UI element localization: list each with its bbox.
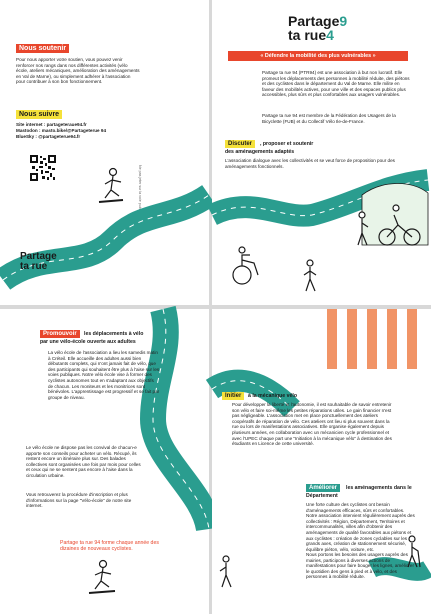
person-icon bbox=[220, 556, 231, 587]
discuss-text: L'association dialogue avec les collectivités et se veut force de proposition pour des aménagements fonctionnels. bbox=[225, 158, 395, 169]
support-text: Pour nous apporter votre soutien, vous pouvez venir renforcer nos rangs dans nos différentes activités (vélo école, ateliers mécaniques, amélioration des aménagements en Val de Marne), ou simplement adhérer à l'association pour contribuer à son bon fonctionnement. bbox=[16, 57, 140, 85]
needs-text: Nous portons les besoins des usagers auprès des mairies, participons à diverses actions de manifestations pour faire bouger les lignes, améliorer le quotidien des gens à pied et à vélo, et des personnes à mobilité réduite. bbox=[306, 552, 415, 580]
init-rest: à la mécanique vélo bbox=[248, 393, 298, 399]
wheelchair-icon bbox=[233, 247, 258, 284]
improve-line2: Département bbox=[306, 493, 338, 499]
skateboarder-icon bbox=[89, 561, 115, 594]
logo-front: Partage9 ta rue4 bbox=[288, 13, 348, 43]
promote-tag: Promouvoir bbox=[40, 330, 80, 338]
discuss-rest: , proposer et soutenir bbox=[260, 141, 314, 147]
logo-back: Partage9 ta rue4 bbox=[20, 251, 63, 272]
pedestrian-icon bbox=[304, 260, 316, 291]
road-illustration-back bbox=[3, 160, 209, 305]
intro-text: Partage ta rue 94 (PTR94) est une association à but non lucratif. Elle promeut les déplacements des personnes à mobilité réduite, des piétons et des cyclistes dans le département du Val de Marne. Elle milite en faveur des mobilités actives, pour une ville et des espaces publics plus accessibles, plus sûrs et plus confortables aux usagers vulnérables. bbox=[262, 70, 410, 98]
improve-text: Une forte culture des cyclistes ont besoin d'aménagements efficaces, sûrs et confortables. Notre association intervient régulièrement auprès des collectivités : Région, Département, Territoires et intercommunalités, villes afin d'obtenir des aménagements de qualité favorables aux piétons et aux cyclistes : création de zones cyclables sur les grands axes, création de stationnement sécurisé, équilibre piéton, vélo, voiture, etc. bbox=[306, 502, 415, 552]
road-illustration-front bbox=[212, 175, 428, 305]
sideways-notice: Ne pas jeter sur la voie publique bbox=[138, 165, 142, 217]
improve-rest: les aménagements dans le bbox=[346, 485, 412, 491]
init-tag: Initier bbox=[222, 392, 244, 400]
init-text: Pour développer la liberté et l'autonomie, il est souhaitable de savoir entretenir son vélo et faire soi-même les petites réparations utiles. Le gain financier n'est pas négligeable. L'association met en place ponctuellement des ateliers coopératifs de réparation de vélo. Ces ateliers ont lieu si plus souvent dans la rue ou lors de manifestations associatives. Elle organise également depuis plusieurs années, en collaboration avec un mécanicien cycle professionnel et avec l'UPEC chaque part une "Initiation à la mécanique vélo" à destination des étudiants en Licence de cette université. bbox=[232, 402, 392, 447]
loan-text: Le vélo école ne dispose pas les convival de chacun-e apporte son conseils pour acheter un vélo. Récupé, ils restent encore un itinéraire plus sur. Des balades collectives sont organisées une fois par mois pour celles et ceux qui ne se sentent pas encore à l'aise dans la circulation urbaine. bbox=[26, 445, 141, 478]
site-link[interactable]: Site internet : partageteraue94.fr bbox=[16, 122, 87, 127]
promote-line2: par une vélo-école ouverte aux adultes bbox=[40, 339, 136, 345]
discuss-tag: Discuter bbox=[225, 140, 255, 148]
promote-text: La vélo école de l'association a lieu les samedis matin à Créteil. Elle accueille des adultes aussi bien débutants complets, qui n'ont jamais fait de vélo, que des participants qui souhaitent être plus à l'aise sur les voies publiques. Notre vélo école vise à former des cyclistes autonomes tout en s'adaptant aux objectifs de chacun. Les moniteurs et les monitrices sont bénévoles. L'apprentissage est progressif et se fait par groupe de niveau. bbox=[48, 350, 160, 400]
mastodon-link[interactable]: Mastodon : masto.bike/@Partageterue 94 bbox=[16, 128, 106, 133]
follow-heading: Nous suivre bbox=[16, 110, 62, 119]
skater-icon bbox=[99, 169, 123, 203]
improve-tag: Améliorer bbox=[306, 484, 340, 492]
bluesky-link[interactable]: BlueSky : @partageterue94.fr bbox=[16, 134, 81, 139]
discuss-line2: des aménagements adaptés bbox=[225, 149, 295, 155]
promote-rest: les déplacements à vélo bbox=[84, 331, 144, 337]
tagline-banner: « Défendre la mobilité des plus vulnérables » bbox=[228, 51, 408, 61]
member-text: Partage ta rue 94 est membre de la Fédération des Usagers de la Bicyclette (FUB) et du Collectif Vélo Ile-de-France. bbox=[262, 113, 396, 124]
callout-text: Partage ta rue 94 forme chaque année des dizaines de nouveaux cyclistes. bbox=[60, 540, 159, 552]
more-text: Vous retrouverez la procédure d'inscription et plus d'informations sur la page "Vélo-école" de notre site internet. bbox=[26, 492, 132, 509]
support-heading: Nous soutenir bbox=[16, 44, 69, 53]
